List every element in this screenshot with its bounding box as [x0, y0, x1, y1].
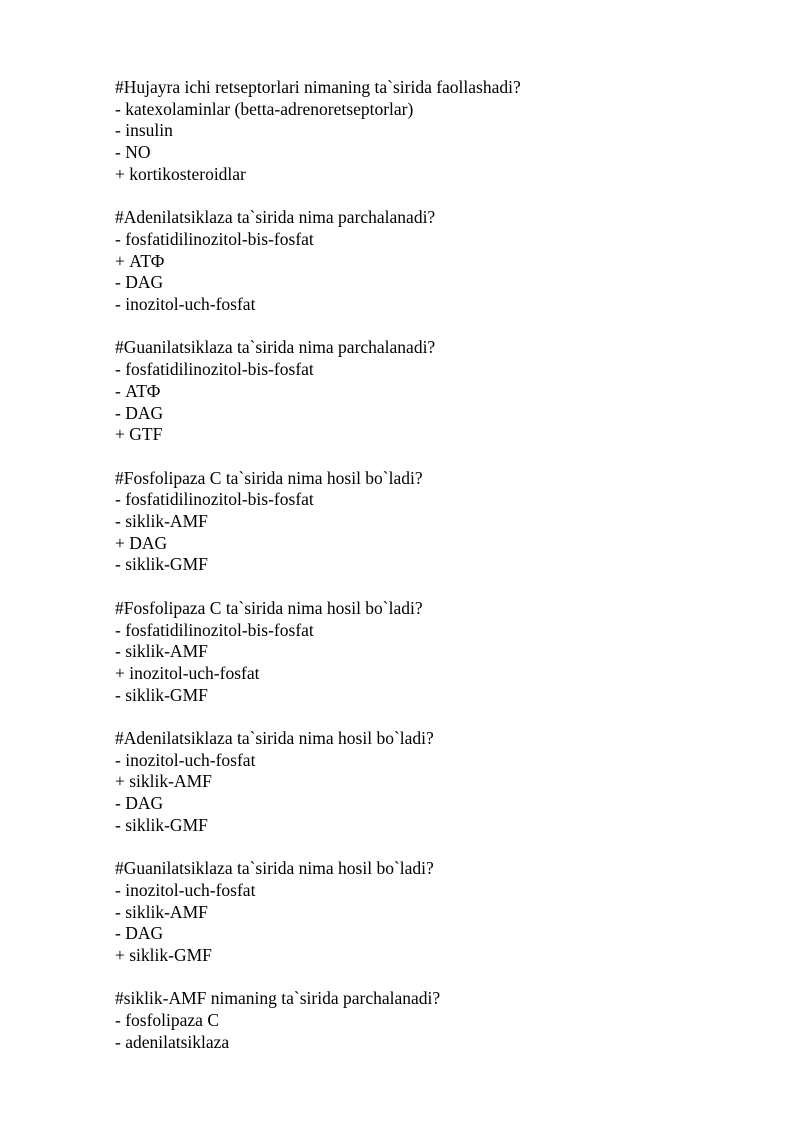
answer-option: + siklik-AMF [115, 771, 212, 792]
answer-option: - fosfatidilinozitol-bis-fosfat [115, 228, 314, 249]
answer-option: - DAG [115, 793, 164, 814]
answer-option: - NO [115, 142, 151, 163]
answer-option: - siklik-AMF [115, 901, 208, 922]
document-page [115, 77, 735, 1075]
question-text: #Fosfolipaza C ta`sirida nima hosil bo`ladi? [115, 597, 423, 618]
answer-option: - DAG [115, 402, 164, 423]
question-block [115, 77, 735, 186]
answer-option: + DAG [115, 532, 168, 553]
answer-option: - insulin [115, 120, 173, 141]
question-block [115, 468, 735, 577]
answer-option: - DAG [115, 272, 164, 293]
question-block [115, 988, 735, 1053]
answer-option: - fosfatidilinozitol-bis-fosfat [115, 619, 314, 640]
question-block [115, 337, 735, 446]
answer-option: - fosfolipaza C [115, 1010, 219, 1031]
answer-option: - DAG [115, 923, 164, 944]
question-text: #Guanilatsiklaza ta`sirida nima parchalanadi? [115, 337, 436, 358]
answer-option: - siklik-GMF [115, 554, 208, 575]
question-text: #Adenilatsiklaza ta`sirida nima parchalanadi? [115, 207, 436, 228]
answer-option: + АТФ [115, 250, 165, 271]
question-block [115, 207, 735, 316]
question-text: #Hujayra ichi retseptorlari nimaning ta`sirida faollashadi? [115, 77, 521, 97]
answer-option: + GTF [115, 424, 163, 445]
answer-option: - siklik-GMF [115, 814, 208, 835]
answer-option: + inozitol-uch-fosfat [115, 662, 260, 683]
answer-option: - siklik-AMF [115, 511, 208, 532]
question-text: #Guanilatsiklaza ta`sirida nima hosil bo`ladi? [115, 858, 434, 879]
question-block [115, 728, 735, 837]
answer-option: - АТФ [115, 380, 161, 401]
answer-option: - katexolaminlar (betta-adrenoretseptorlar) [115, 98, 414, 119]
answer-option: - fosfatidilinozitol-bis-fosfat [115, 489, 314, 510]
answer-option: + kortikosteroidlar [115, 163, 246, 184]
answer-option: - inozitol-uch-fosfat [115, 294, 256, 315]
answer-option: - siklik-GMF [115, 684, 208, 705]
answer-option: - siklik-AMF [115, 641, 208, 662]
answer-option: + siklik-GMF [115, 945, 212, 966]
question-text: #siklik-AMF nimaning ta`sirida parchalanadi? [115, 988, 441, 1009]
question-text: #Adenilatsiklaza ta`sirida nima hosil bo`ladi? [115, 728, 434, 749]
answer-option: - adenilatsiklaza [115, 1031, 230, 1052]
answer-option: - inozitol-uch-fosfat [115, 879, 256, 900]
answer-option: - fosfatidilinozitol-bis-fosfat [115, 359, 314, 380]
answer-option: - inozitol-uch-fosfat [115, 749, 256, 770]
question-block [115, 598, 735, 707]
question-block [115, 858, 735, 967]
question-text: #Fosfolipaza C ta`sirida nima hosil bo`ladi? [115, 467, 423, 488]
